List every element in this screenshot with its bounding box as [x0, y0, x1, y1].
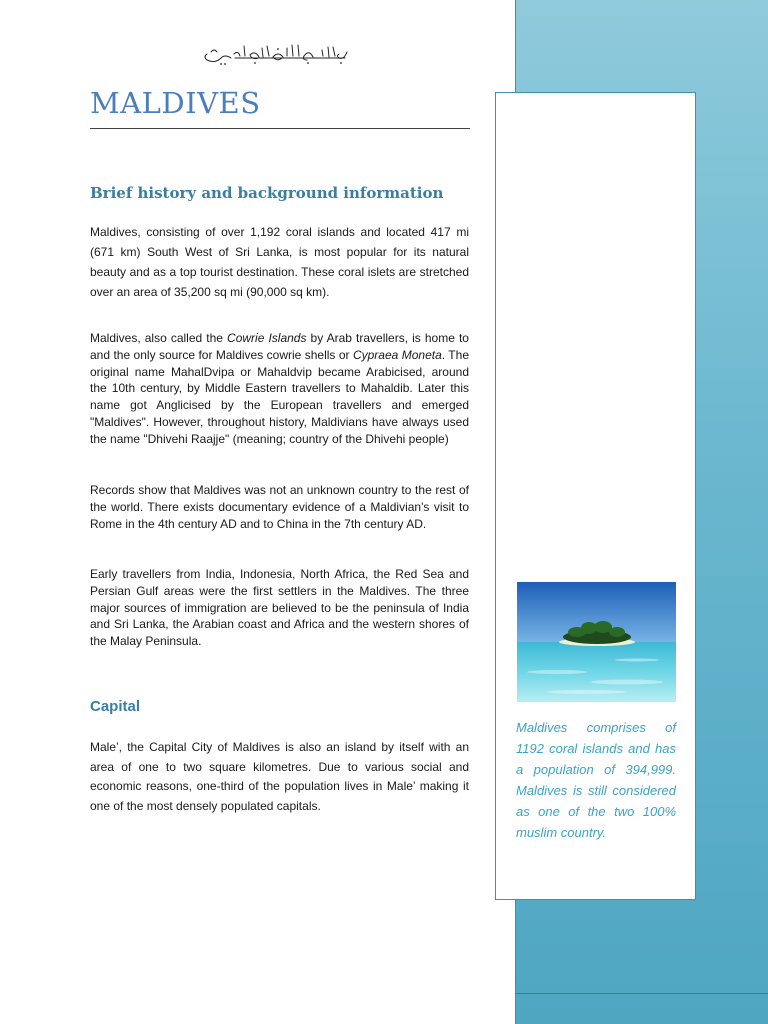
history-paragraph-2-text-a: Maldives, also called the	[90, 331, 228, 345]
band-divider	[516, 993, 768, 994]
cypraea-moneta-term: Cypraea Moneta	[352, 347, 442, 362]
sidebar-caption: Maldives comprises of 1192 coral islands and has a population of 394,999. Maldives is still considered as one of the two 100% muslim country.	[516, 720, 676, 840]
history-paragraph-4: Early travellers from India, Indonesia, North Africa, the Red Sea and Persian Gulf areas were the first settlers in the Maldives. The three major sources of immigration are believed to be the peninsula of India and Sri Lanka, the Arabian coast and Africa and the western shores of the Malay Peninsula.	[90, 567, 469, 649]
history-paragraph-2-text-c: . The original name MahalDvipa or Mahaldvip became Arabicised, around the 10th century, by Middle Eastern travellers to Mahaldib. Later this name got Anglicised by the European travellers and emerged "Maldives". However, throughout history, Maldivians have always used the name "Dhivehi Raajje" (meaning; country of the Dhivehi people)	[90, 347, 469, 446]
page-title: MALDIVES	[90, 86, 261, 120]
island-photo	[517, 582, 676, 702]
capital-paragraph: Male’, the Capital City of Maldives is also an island by itself with an area of one to two square kilometres. Due to various social and economic reasons, one-third of the population lives in Male’ making it one of the most densely populated capitals.	[90, 740, 469, 813]
bismillah-calligraphy-icon	[195, 38, 355, 68]
history-paragraph-1: Maldives, consisting of over 1,192 coral islands and located 417 mi (671 km) South West of Sri Lanka, is most popular for its natural beauty and as a top tourist destination. These coral islets are stretched over an area of 35,200 sq mi (90,000 sq km).	[90, 225, 469, 299]
cowrie-islands-term: Cowrie Islands	[227, 331, 307, 345]
title-underline	[90, 128, 470, 129]
history-paragraph-3: Records show that Maldives was not an unknown country to the rest of the world. There exists documentary evidence of a Maldivian's visit to Rome in the 4th century AD and to China in the 7th century AD.	[90, 483, 469, 531]
capital-heading: Capital	[90, 698, 141, 715]
history-heading: Brief history and background information	[90, 184, 444, 202]
history-paragraph-2	[90, 330, 469, 448]
history-paragraph-2-text-b: by Arab travellers, is home to and the only source for Maldives cowrie shells or	[90, 331, 469, 362]
